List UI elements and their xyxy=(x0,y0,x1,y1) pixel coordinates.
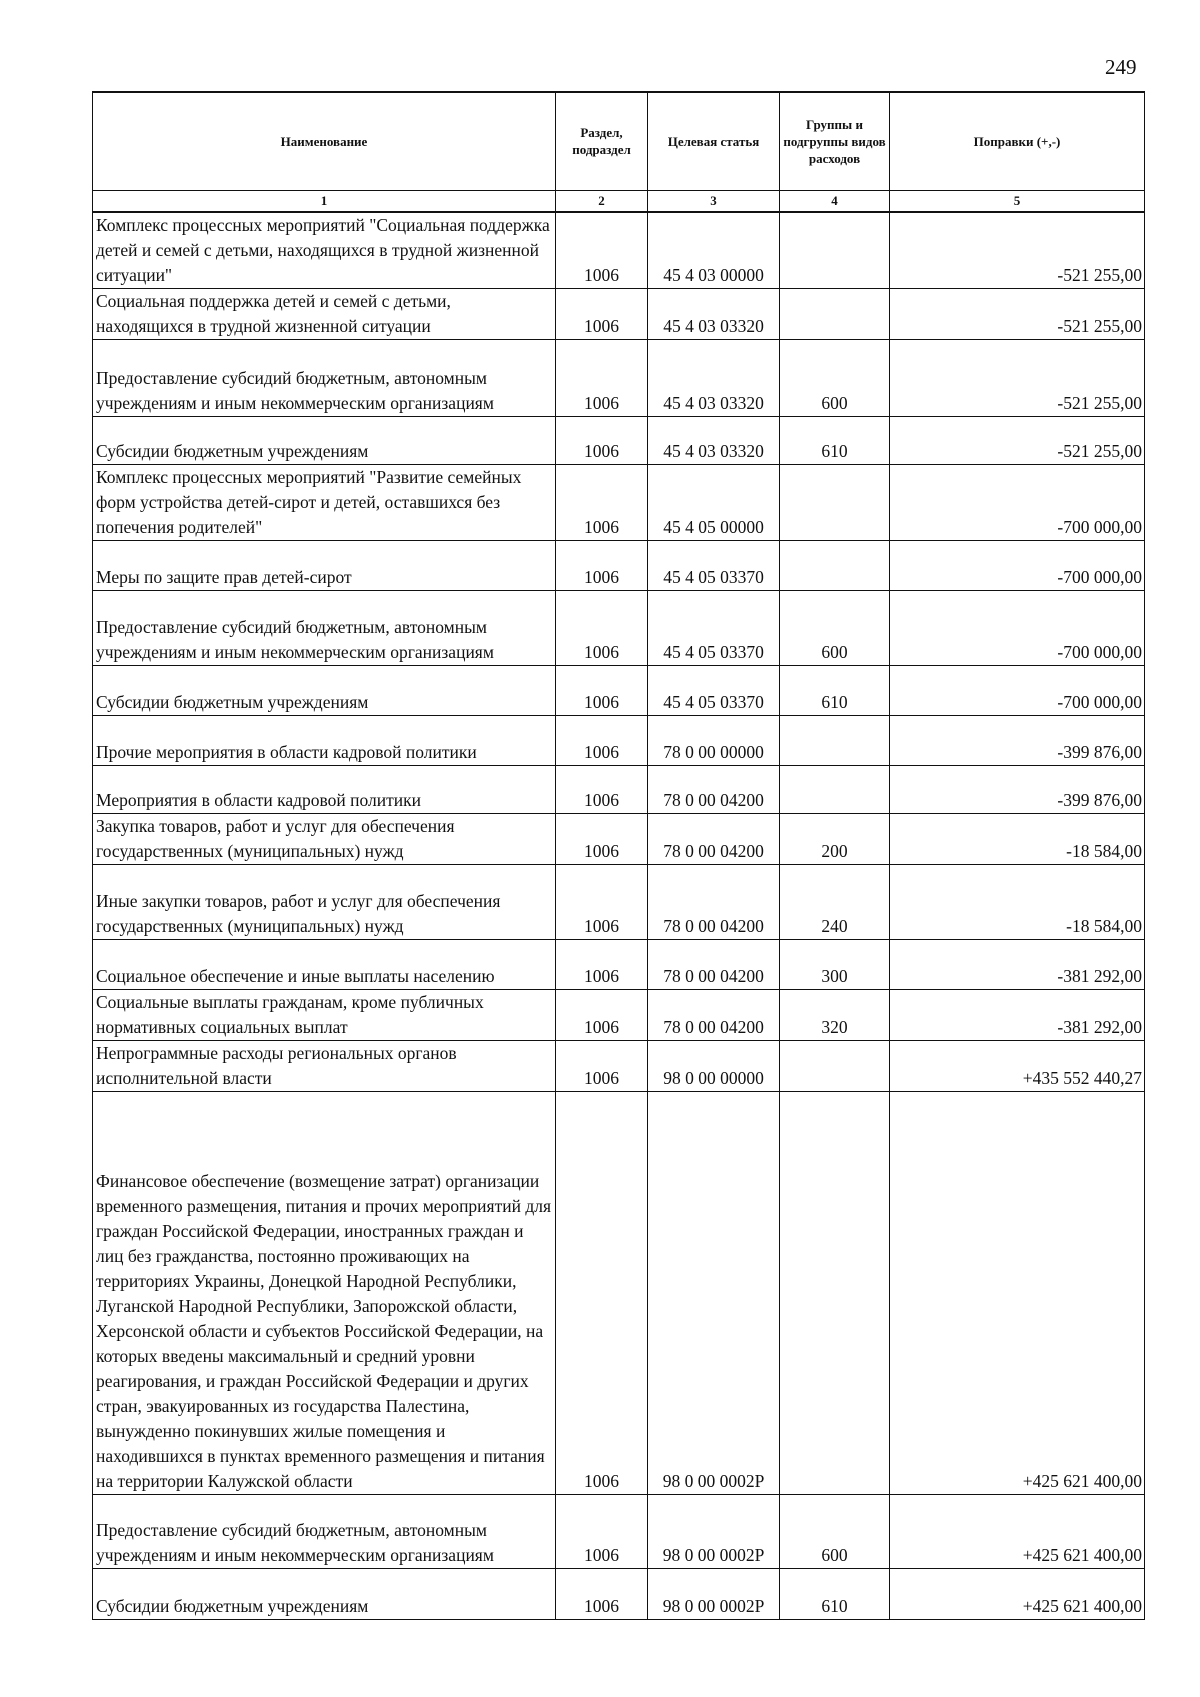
row-amendment: -700 000,00 xyxy=(890,541,1145,591)
row-name: Мероприятия в области кадровой политики xyxy=(93,766,556,814)
row-expense-group: 610 xyxy=(780,666,890,716)
row-amendment: -521 255,00 xyxy=(890,212,1145,289)
row-target-article: 45 4 05 00000 xyxy=(648,465,780,541)
table-row xyxy=(93,666,1145,716)
row-expense-group xyxy=(780,289,890,340)
row-expense-group: 320 xyxy=(780,990,890,1041)
row-name: Финансовое обеспечение (возмещение затрат) организации временного размещения, питания и прочих мероприятий для граждан Российской Федерации, иностранных граждан и лиц без гражданства, постоянно проживающих на территориях Украины, Донецкой Народной Республики, Луганской Народной Республики, Запорожской области, Херсонской области и субъектов Российской Федерации, на которых введены максимальный и средний уровни реагирования, и граждан Российской Федерации и других стран, эвакуированных из государства Палестина, вынужденно покинувших жилые помещения и находившихся в пунктах временного размещения и питания на территории Калужской области xyxy=(93,1092,556,1495)
row-name: Социальная поддержка детей и семей с детьми, находящихся в трудной жизненной ситуации xyxy=(93,289,556,340)
row-expense-group: 300 xyxy=(780,940,890,990)
row-target-article: 98 0 00 0002Р xyxy=(648,1092,780,1495)
row-target-article: 98 0 00 0002Р xyxy=(648,1569,780,1620)
table-row xyxy=(93,1092,1145,1495)
row-section: 1006 xyxy=(556,541,648,591)
row-amendment: -381 292,00 xyxy=(890,940,1145,990)
header-group: Группы и подгруппы видов расходов xyxy=(780,92,890,190)
row-section: 1006 xyxy=(556,1569,648,1620)
row-target-article: 45 4 05 03370 xyxy=(648,541,780,591)
row-section: 1006 xyxy=(556,766,648,814)
row-expense-group: 600 xyxy=(780,340,890,417)
table-row xyxy=(93,990,1145,1041)
table-row xyxy=(93,814,1145,865)
row-name: Социальное обеспечение и иные выплаты населению xyxy=(93,940,556,990)
table-row xyxy=(93,591,1145,666)
row-expense-group: 600 xyxy=(780,591,890,666)
row-expense-group: 610 xyxy=(780,417,890,465)
row-amendment: -399 876,00 xyxy=(890,716,1145,766)
row-name: Субсидии бюджетным учреждениям xyxy=(93,666,556,716)
row-expense-group xyxy=(780,212,890,289)
row-name: Иные закупки товаров, работ и услуг для обеспечения государственных (муниципальных) нужд xyxy=(93,865,556,940)
table-row xyxy=(93,865,1145,940)
table-row xyxy=(93,766,1145,814)
row-section: 1006 xyxy=(556,591,648,666)
row-expense-group xyxy=(780,1041,890,1092)
table-row xyxy=(93,417,1145,465)
row-amendment: -521 255,00 xyxy=(890,417,1145,465)
row-target-article: 78 0 00 04200 xyxy=(648,940,780,990)
row-amendment: -399 876,00 xyxy=(890,766,1145,814)
row-name: Прочие мероприятия в области кадровой политики xyxy=(93,716,556,766)
row-amendment: +425 621 400,00 xyxy=(890,1092,1145,1495)
row-expense-group xyxy=(780,1092,890,1495)
row-amendment: +435 552 440,27 xyxy=(890,1041,1145,1092)
row-name: Меры по защите прав детей-сирот xyxy=(93,541,556,591)
row-amendment: -521 255,00 xyxy=(890,289,1145,340)
table-row xyxy=(93,716,1145,766)
row-expense-group: 200 xyxy=(780,814,890,865)
row-section: 1006 xyxy=(556,340,648,417)
row-section: 1006 xyxy=(556,666,648,716)
row-expense-group: 600 xyxy=(780,1495,890,1569)
row-target-article: 45 4 03 03320 xyxy=(648,340,780,417)
row-amendment: -700 000,00 xyxy=(890,465,1145,541)
row-section: 1006 xyxy=(556,865,648,940)
row-section: 1006 xyxy=(556,212,648,289)
row-name: Комплекс процессных мероприятий "Развитие семейных форм устройства детей-сирот и детей, оставшихся без попечения родителей" xyxy=(93,465,556,541)
row-target-article: 45 4 05 03370 xyxy=(648,666,780,716)
row-section: 1006 xyxy=(556,1092,648,1495)
page-number: 249 xyxy=(1105,55,1137,79)
row-section: 1006 xyxy=(556,990,648,1041)
table-row xyxy=(93,541,1145,591)
row-target-article: 45 4 03 03320 xyxy=(648,289,780,340)
row-section: 1006 xyxy=(556,1495,648,1569)
row-name: Субсидии бюджетным учреждениям xyxy=(93,1569,556,1620)
col-number-3: 3 xyxy=(648,190,780,212)
row-name: Закупка товаров, работ и услуг для обеспечения государственных (муниципальных) нужд xyxy=(93,814,556,865)
budget-amendments-table xyxy=(92,91,1145,1620)
row-section: 1006 xyxy=(556,1041,648,1092)
col-number-5: 5 xyxy=(890,190,1145,212)
table-row xyxy=(93,289,1145,340)
row-expense-group: 610 xyxy=(780,1569,890,1620)
row-name: Социальные выплаты гражданам, кроме публичных нормативных социальных выплат xyxy=(93,990,556,1041)
row-expense-group xyxy=(780,541,890,591)
row-target-article: 45 4 03 03320 xyxy=(648,417,780,465)
row-amendment: -700 000,00 xyxy=(890,666,1145,716)
col-number-4: 4 xyxy=(780,190,890,212)
row-section: 1006 xyxy=(556,940,648,990)
header-name: Наименование xyxy=(93,92,556,190)
row-amendment: +425 621 400,00 xyxy=(890,1569,1145,1620)
row-name: Предоставление субсидий бюджетным, автономным учреждениям и иным некоммерческим организациям xyxy=(93,591,556,666)
header-amendment: Поправки (+,-) xyxy=(890,92,1145,190)
table-row xyxy=(93,212,1145,289)
row-target-article: 78 0 00 04200 xyxy=(648,814,780,865)
row-amendment: -521 255,00 xyxy=(890,340,1145,417)
row-target-article: 98 0 00 00000 xyxy=(648,1041,780,1092)
row-expense-group xyxy=(780,465,890,541)
row-amendment: +425 621 400,00 xyxy=(890,1495,1145,1569)
table-row xyxy=(93,465,1145,541)
header-section: Раздел, подраздел xyxy=(556,92,648,190)
table-row xyxy=(93,1495,1145,1569)
row-expense-group xyxy=(780,766,890,814)
row-section: 1006 xyxy=(556,465,648,541)
table-row xyxy=(93,340,1145,417)
row-section: 1006 xyxy=(556,716,648,766)
row-target-article: 98 0 00 0002Р xyxy=(648,1495,780,1569)
row-amendment: -381 292,00 xyxy=(890,990,1145,1041)
row-name: Комплекс процессных мероприятий "Социальная поддержка детей и семей с детьми, находящихся в трудной жизненной ситуации" xyxy=(93,212,556,289)
row-target-article: 78 0 00 04200 xyxy=(648,990,780,1041)
row-target-article: 45 4 05 03370 xyxy=(648,591,780,666)
row-target-article: 78 0 00 04200 xyxy=(648,865,780,940)
table-row xyxy=(93,1569,1145,1620)
row-section: 1006 xyxy=(556,814,648,865)
row-name: Субсидии бюджетным учреждениям xyxy=(93,417,556,465)
row-expense-group: 240 xyxy=(780,865,890,940)
row-name: Предоставление субсидий бюджетным, автономным учреждениям и иным некоммерческим организациям xyxy=(93,1495,556,1569)
row-target-article: 78 0 00 04200 xyxy=(648,766,780,814)
row-section: 1006 xyxy=(556,417,648,465)
row-amendment: -700 000,00 xyxy=(890,591,1145,666)
row-section: 1006 xyxy=(556,289,648,340)
row-target-article: 45 4 03 00000 xyxy=(648,212,780,289)
table-row xyxy=(93,940,1145,990)
row-target-article: 78 0 00 00000 xyxy=(648,716,780,766)
row-amendment: -18 584,00 xyxy=(890,814,1145,865)
row-expense-group xyxy=(780,716,890,766)
col-number-2: 2 xyxy=(556,190,648,212)
row-name: Непрограммные расходы региональных органов исполнительной власти xyxy=(93,1041,556,1092)
row-amendment: -18 584,00 xyxy=(890,865,1145,940)
header-target: Целевая статья xyxy=(648,92,780,190)
row-name: Предоставление субсидий бюджетным, автономным учреждениям и иным некоммерческим организациям xyxy=(93,340,556,417)
table-row xyxy=(93,1041,1145,1092)
col-number-1: 1 xyxy=(93,190,556,212)
